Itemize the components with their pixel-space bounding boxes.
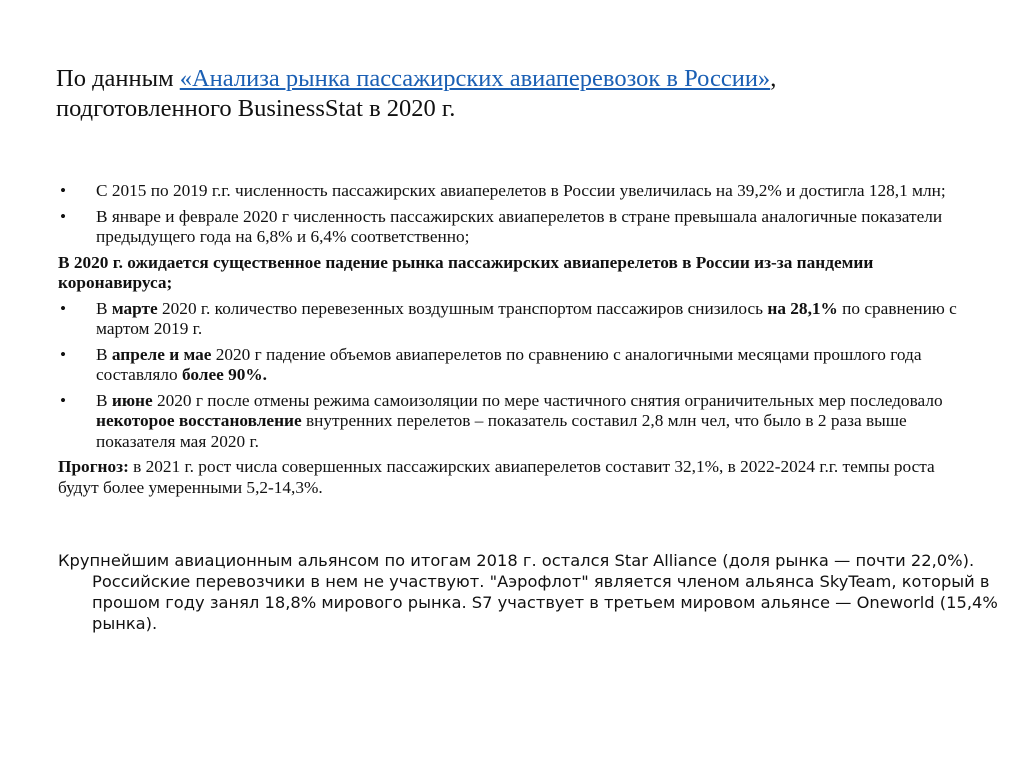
bullet-dot: • — [60, 298, 67, 318]
bullet-growth-2015-2019 — [58, 181, 963, 202]
forecast-text: в 2021 г. рост числа совершенных пассажирских авиаперелетов составит 32,1%, в 2022-2024 г.г. темпы роста будут более умеренными 5,2-14,3%. — [58, 457, 935, 497]
bullet-april-may — [58, 345, 963, 386]
title-line-2: подготовленного BusinessStat в 2020 г. — [56, 95, 456, 122]
bullet-dot: • — [60, 181, 67, 200]
forecast-paragraph — [58, 457, 963, 498]
report-link[interactable]: «Анализа рынка пассажирских авиаперевозок в России» — [179, 65, 771, 92]
forecast-decline-paragraph: В 2020 г. ожидается существенное падение рынка пассажирских авиаперелетов в России из-за пандемии коронавируса; — [58, 252, 874, 292]
title-line-1 — [56, 64, 986, 94]
slide-title — [56, 64, 986, 124]
april-text: В апреле и мае 2020 г падение объемов авиаперелетов по сравнению с аналогичными месяцами прошлого года составляло более 90%. — [96, 344, 922, 384]
bullet-jan-feb-2020 — [58, 207, 963, 248]
forecast-label: Прогноз: — [58, 457, 129, 476]
title-prefix: По данным — [56, 65, 180, 92]
title-comma: , — [770, 65, 777, 92]
bullet-text: С 2015 по 2019 г.г. численность пассажирских авиаперелетов в России увеличилась на 39,2% и достигла 128,1 млн; — [96, 181, 946, 200]
bullet-june — [58, 391, 963, 453]
bullet-dot: • — [60, 390, 67, 410]
bullet-dot: • — [60, 344, 67, 364]
bullet-text: В январе и феврале 2020 г численность пассажирских авиаперелетов в стране превышала аналогичные показатели предыдущего года на 6,8% и 6,4% соответственно; — [96, 206, 943, 246]
bullet-dot: • — [60, 206, 67, 226]
march-text: В марте 2020 г. количество перевезенных воздушным транспортом пассажиров снизилось на 28,1% по сравнению с мартом 2019 г. — [96, 298, 957, 338]
june-text: В июне 2020 г после отмены режима самоизоляции по мере частичного снятия ограничительных мер последовало некоторое восстановление внутренних перелетов – показатель составил 2,8 млн чел, что было в 2 раза выше показателя мая 2020 г. — [96, 390, 943, 451]
bullet-march — [58, 299, 963, 340]
alliance-note: Крупнейшим авиационным альянсом по итогам 2018 г. остался Star Alliance (доля рынка — почти 22,0%). Российские перевозчики в нем не участвуют. "Аэрофлот" является членом альянса SkyTeam, который в прошом году занял 18,8% мирового рынка. S7 участвует в третьем мировом альянсе — Oneworld (15,4% рынка). — [58, 551, 998, 633]
slide-body — [58, 181, 963, 503]
